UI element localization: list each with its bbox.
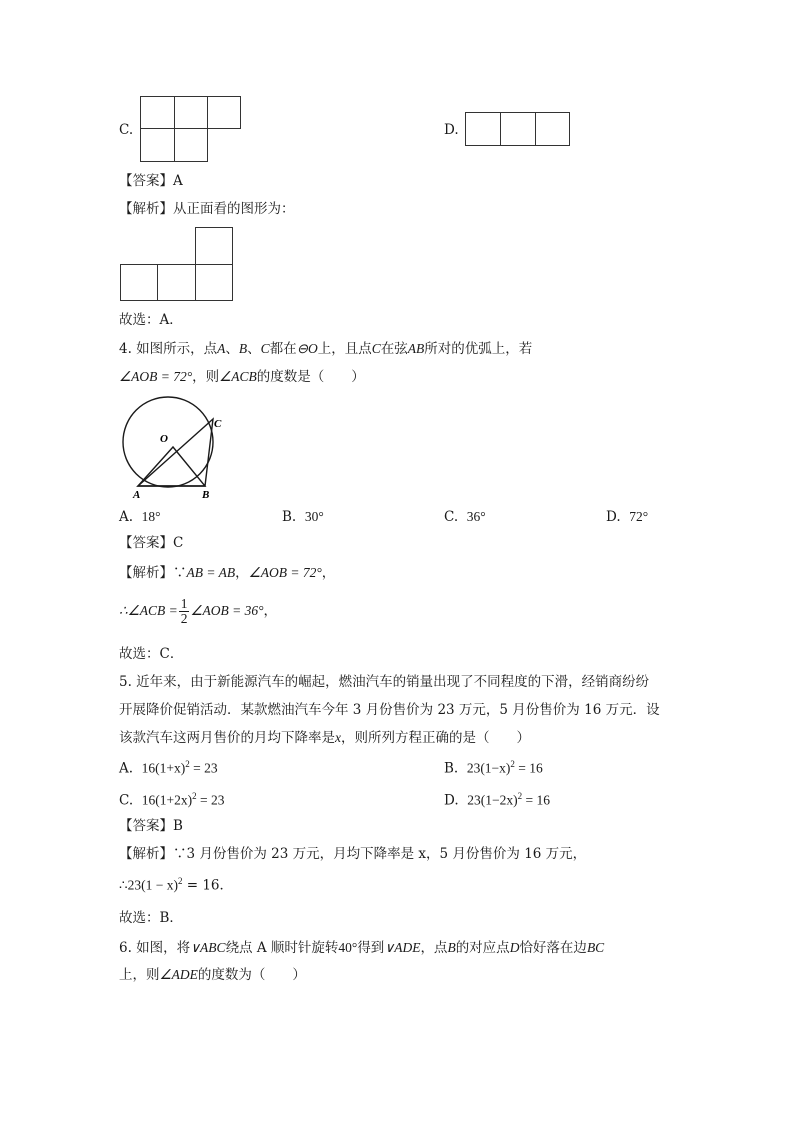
fraction-half xyxy=(179,597,190,626)
point-c: C xyxy=(371,341,381,356)
option-eq: 16(1+x) xyxy=(141,760,186,776)
option-label: D. xyxy=(606,509,621,525)
text: ， xyxy=(321,565,336,581)
exponent: 2 xyxy=(185,759,190,769)
option-label: C. xyxy=(119,792,134,809)
q5-option-b xyxy=(444,760,543,776)
text: 的对应点 xyxy=(455,940,510,956)
q4-option-a xyxy=(119,510,161,525)
q3-analysis: 【解析】从正面看的图形为： xyxy=(119,201,295,217)
rotation-angle: 40° xyxy=(338,940,358,955)
exponent: 2 xyxy=(177,876,183,886)
numerator: 1 xyxy=(180,596,188,611)
therefore-rhs: = 16． xyxy=(182,877,234,894)
text: 4. 如图所示，点 xyxy=(119,341,218,357)
exponent: 2 xyxy=(192,791,197,801)
text: ，则 xyxy=(192,369,220,385)
circle-o xyxy=(123,397,213,487)
square xyxy=(140,128,175,162)
q4-option-c xyxy=(444,510,486,525)
arc-equality: AB = AB xyxy=(186,565,236,580)
therefore-sign: ∴ xyxy=(119,877,128,894)
option-label: B. xyxy=(444,760,459,777)
point-b: B xyxy=(447,940,456,955)
text: 、 xyxy=(247,341,261,357)
text: 上，且点 xyxy=(317,341,372,357)
text: ， xyxy=(235,565,249,581)
q4-stem-line2 xyxy=(119,370,365,385)
text: 恰好落在边 xyxy=(519,940,587,956)
denominator: 2 xyxy=(180,611,188,627)
text: ， xyxy=(263,603,278,620)
square xyxy=(195,264,233,301)
q4-therefore xyxy=(119,597,277,626)
q5-stem-line1: 5. 近年来，由于新能源汽车的崛起，燃油汽车的销量出现了不同程度的下滑，经销商纷纷 xyxy=(119,674,650,690)
exponent: 2 xyxy=(517,791,523,801)
option-eq: 16(1+2x) xyxy=(141,792,193,808)
triangle-acb xyxy=(138,419,213,486)
option-c-label: C. xyxy=(119,122,134,138)
square xyxy=(500,112,536,146)
q5-answer: 【答案】B xyxy=(119,818,183,834)
q5-option-c xyxy=(119,792,224,808)
q5-option-d xyxy=(444,792,550,808)
option-label: D. xyxy=(444,792,459,809)
point-d: D xyxy=(509,940,520,955)
text: 【解析】∵ xyxy=(119,565,187,581)
label-a: A xyxy=(133,489,141,501)
q6-stem-line1 xyxy=(119,941,604,956)
exponent: 2 xyxy=(510,759,515,769)
option-eq: 23(1−x) xyxy=(466,760,511,776)
option-eq: 23(1−2x) xyxy=(467,792,518,808)
q6-stem-line2 xyxy=(119,968,306,983)
angle-ade: ∠ADE xyxy=(159,967,198,982)
q3-conclusion: 故选：A． xyxy=(119,312,183,328)
option-value: 72° xyxy=(629,509,649,524)
square xyxy=(535,112,570,146)
option-rhs: = 23 xyxy=(196,792,225,808)
chord-ab: AB xyxy=(407,341,425,356)
point-b: B xyxy=(238,341,248,356)
square xyxy=(195,227,233,265)
q3-answer: 【答案】A xyxy=(119,173,183,189)
label-c: C xyxy=(214,418,222,430)
option-value: 18° xyxy=(141,509,161,524)
text: 的度数为（ ） xyxy=(197,967,306,983)
label-b: B xyxy=(202,489,210,501)
q4-option-d xyxy=(606,510,648,525)
triangle-ade: ∨ADE xyxy=(384,940,421,955)
q4-analysis xyxy=(119,566,335,581)
square xyxy=(207,96,241,129)
option-label: C. xyxy=(444,509,459,525)
option-d-label: D. xyxy=(444,122,459,138)
text: 在弦 xyxy=(380,341,408,357)
option-label: A. xyxy=(119,760,134,777)
angle-acb: ∠ACB xyxy=(219,369,257,384)
circle-o: ⊖O xyxy=(296,341,318,356)
therefore-expr: ∴∠ACB = xyxy=(119,603,178,619)
text: ，则所列方程正确的是（ ） xyxy=(341,730,530,746)
option-label: A. xyxy=(119,509,134,525)
option-value: 30° xyxy=(304,509,324,524)
given-angle: ∠AOB = 72° xyxy=(248,565,322,580)
q4-answer: 【答案】C xyxy=(119,535,184,551)
result-expr: ∠AOB = 36° xyxy=(190,603,264,619)
point-c: C xyxy=(260,341,270,356)
q5-stem-line3 xyxy=(119,731,530,746)
text: 、 xyxy=(225,341,239,357)
q5-analysis: 【解析】∵3 月份售价为 23 万元，月均下降率是 x，5 月份售价为 16 万元， xyxy=(119,846,587,862)
text: 6. 如图，将 xyxy=(119,940,191,956)
text: 所对的优弧上，若 xyxy=(424,341,533,357)
q5-therefore xyxy=(119,877,233,893)
square xyxy=(120,264,158,301)
q5-option-a xyxy=(119,760,218,776)
option-rhs: = 23 xyxy=(189,760,218,776)
q5-conclusion: 故选：B． xyxy=(119,910,183,926)
q4-option-b xyxy=(282,510,324,525)
q4-circle-figure xyxy=(118,395,233,501)
text: ，点 xyxy=(420,940,448,956)
given-angle: ∠AOB = 72° xyxy=(119,369,193,384)
q5-stem-line2: 开展降价促销活动．某款燃油汽车今年 3 月份售价为 23 万元，5 月份售价为 16 万元．设 xyxy=(119,702,660,718)
q4-conclusion: 故选：C． xyxy=(119,646,184,662)
square xyxy=(465,112,501,146)
label-o: O xyxy=(160,433,168,445)
option-rhs: = 16 xyxy=(522,792,550,808)
square xyxy=(140,96,175,129)
variable-x: x xyxy=(335,730,341,745)
text: 的度数是（ ） xyxy=(256,369,365,385)
triangle-aob xyxy=(138,447,205,486)
square xyxy=(157,264,196,301)
text: 得到 xyxy=(357,940,385,956)
text: 绕点 A 顺时针旋转 xyxy=(225,940,339,956)
side-bc: BC xyxy=(586,940,605,955)
square xyxy=(174,96,208,129)
text: 上，则 xyxy=(119,967,160,983)
text: 都在 xyxy=(269,341,297,357)
point-a: A xyxy=(217,341,226,356)
square xyxy=(174,128,208,162)
text: 该款汽车这两月售价的月均下降率是 xyxy=(119,730,335,746)
q4-stem-line1 xyxy=(119,342,532,357)
option-rhs: = 16 xyxy=(514,760,543,776)
therefore-eq: 23(1 − x) xyxy=(127,877,178,893)
option-label: B. xyxy=(282,509,297,525)
triangle-abc: ∨ABC xyxy=(190,940,226,955)
option-value: 36° xyxy=(466,509,486,524)
